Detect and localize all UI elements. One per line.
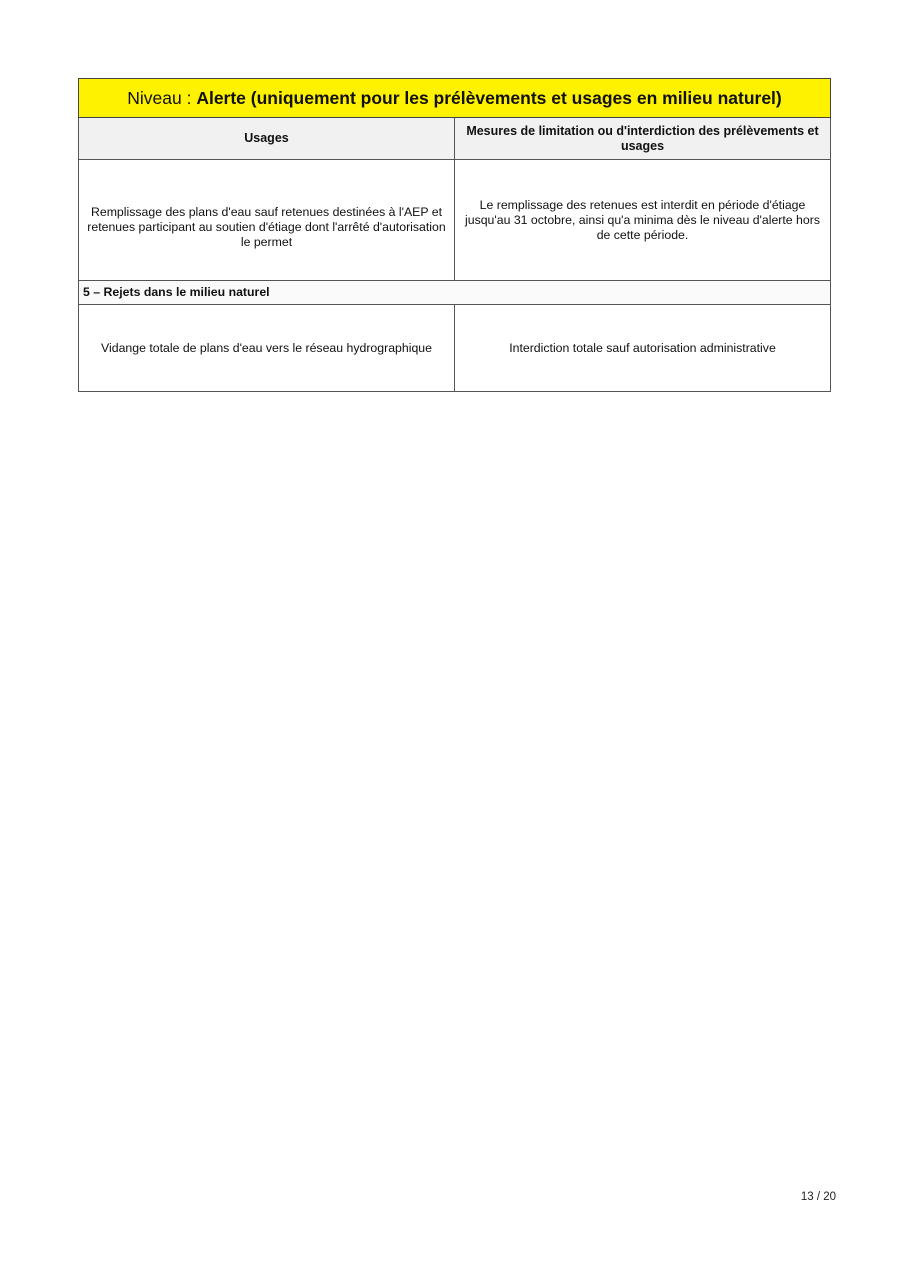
header-mesures: Mesures de limitation ou d'interdiction des prélèvements et usages bbox=[455, 118, 831, 160]
level-prefix: Niveau : bbox=[127, 88, 197, 108]
page-number: 13 / 20 bbox=[800, 1191, 836, 1203]
table-row bbox=[79, 160, 831, 281]
table-row bbox=[79, 305, 831, 392]
restriction-table bbox=[78, 78, 831, 392]
usage-cell: Remplissage des plans d'eau sauf retenues destinées à l'AEP et retenues participant au soutien d'étiage dont l'arrêté d'autorisation le permet bbox=[79, 160, 455, 281]
mesure-cell: Interdiction totale sauf autorisation administrative bbox=[455, 305, 831, 392]
usage-cell: Vidange totale de plans d'eau vers le réseau hydrographique bbox=[79, 305, 455, 392]
section-row bbox=[79, 281, 831, 305]
header-usages: Usages bbox=[79, 118, 455, 160]
level-row bbox=[79, 79, 831, 118]
section-title: 5 – Rejets dans le milieu naturel bbox=[79, 281, 831, 305]
level-name: Alerte (uniquement pour les prélèvements et usages en milieu naturel) bbox=[196, 88, 782, 108]
mesure-cell: Le remplissage des retenues est interdit en période d'étiage jusqu'au 31 octobre, ainsi qu'a minima dès le niveau d'alerte hors de cette période. bbox=[455, 160, 831, 281]
column-header-row bbox=[79, 118, 831, 160]
level-banner bbox=[79, 79, 831, 118]
